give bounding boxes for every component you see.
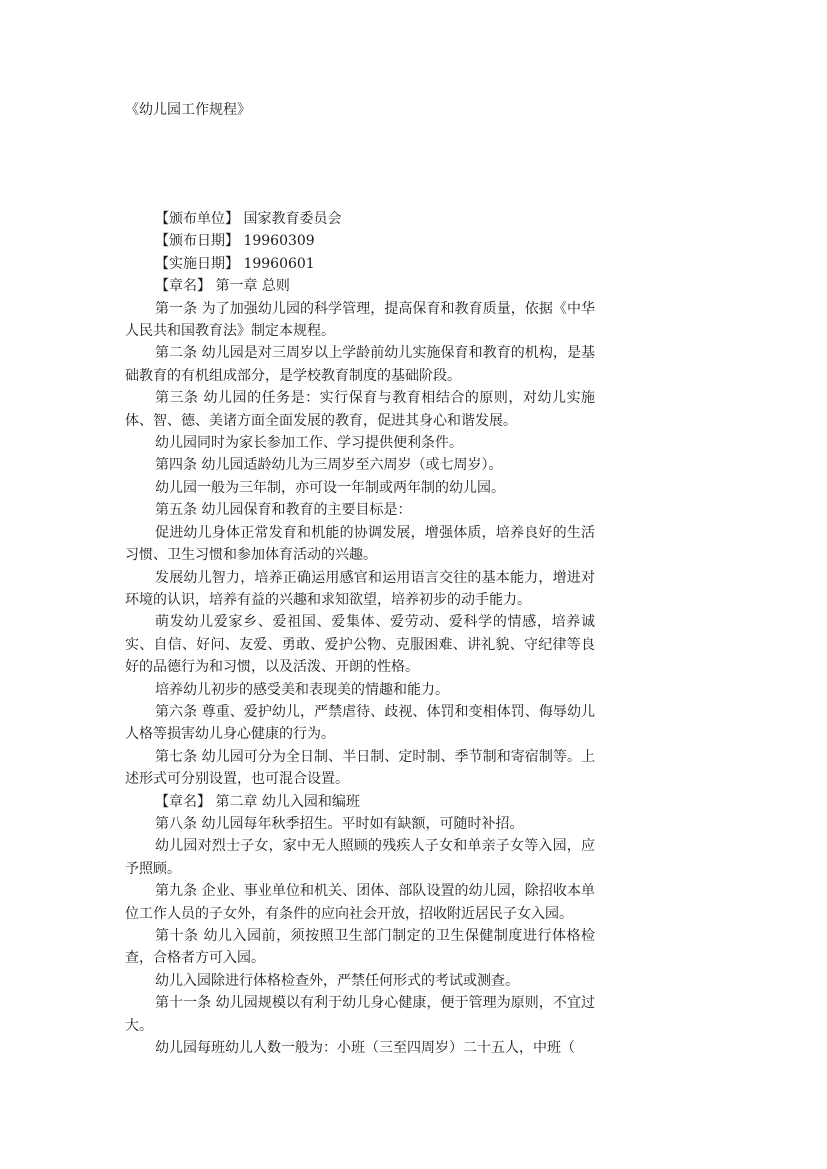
article-paragraph: 发展幼儿智力，培养正确运用感官和运用语言交往的基本能力，增进对环境的认识，培养有益的兴趣和求知欲望，培养初步的动手能力。 [125, 569, 595, 608]
meta-value: 19960601 [243, 255, 315, 272]
article-paragraph: 第八条 幼儿园每年秋季招生。平时如有缺额，可随时补招。 [155, 815, 524, 832]
article-paragraph: 第七条 幼儿园可分为全日制、半日制、定时制、季节制和寄宿制等。上述形式可分别设置，也可混合设置。 [125, 748, 595, 788]
chapter-heading [125, 275, 595, 297]
article-paragraph: 第五条 幼儿园保育和教育的主要目标是： [155, 502, 412, 519]
meta-value: 国家教育委员会 [243, 211, 342, 227]
article-paragraph: 促进幼儿身体正常发育和机能的协调发展，增强体质，培养良好的生活习惯、卫生习惯和参加体育活动的兴趣。 [125, 524, 595, 564]
document-title: 《幼儿园工作规程》 [125, 102, 251, 118]
meta-value: 19960309 [243, 233, 315, 250]
meta-label: 【实施日期】 [155, 255, 239, 272]
article-paragraph: 第三条 幼儿园的任务是：实行保育与教育相结合的原则，对幼儿实施体、智、德、美诸方面全面发展的教育，促进其身心和谐发展。 [125, 390, 595, 429]
article-paragraph: 幼儿园一般为三年制，亦可设一年制或两年制的幼儿园。 [155, 479, 505, 496]
article-paragraph: 幼儿园同时为家长参加工作、学习提供便利条件。 [155, 435, 463, 452]
article-paragraph: 萌发幼儿爱家乡、爱祖国、爱集体、爱劳动、爱科学的情感，培养诚实、自信、好问、友爱、勇敢、爱护公物、克服困难、讲礼貌、守纪律等良好的品德行为和习惯，以及活泼、开朗的性格。 [125, 614, 595, 676]
article-paragraph: 幼儿园每班幼儿人数一般为：小班（三至四周岁）二十五人，中班（ [155, 1040, 575, 1057]
article-paragraph: 第四条 幼儿园适龄幼儿为三周岁至六周岁（或七周岁）。 [155, 457, 503, 474]
article-paragraph: 幼儿入园除进行体格检查外，严禁任何形式的考试或测查。 [155, 972, 519, 989]
meta-effective-date [125, 253, 595, 275]
meta-issuer [125, 208, 595, 230]
article-paragraph: 第十一条 幼儿园规模以有利于幼儿身心健康，便于管理为原则，不宜过大。 [125, 995, 595, 1034]
chapter-title: 第一章 总则 [215, 278, 290, 295]
chapter-title: 第二章 幼儿入园和编班 [215, 793, 360, 810]
meta-issue-date [125, 230, 595, 252]
article-paragraph: 第六条 尊重、爱护幼儿，严禁虐待、歧视、体罚和变相体罚、侮辱幼儿人格等损害幼儿身心健康的行为。 [125, 703, 595, 743]
article-paragraph: 第九条 企业、事业单位和机关、团体、部队设置的幼儿园，除招收本单位工作人员的子女外，有条件的应向社会开放，招收附近居民子女入园。 [125, 883, 595, 922]
article-paragraph: 第十条 幼儿入园前，须按照卫生部门制定的卫生保健制度进行体格检查，合格者方可入园。 [125, 928, 595, 967]
chapter-label: 【章名】 [155, 278, 211, 295]
chapter-label: 【章名】 [155, 793, 211, 810]
chapter-heading [125, 791, 595, 813]
document-body [125, 208, 595, 1059]
meta-label: 【颁布日期】 [155, 233, 239, 250]
article-paragraph: 第二条 幼儿园是对三周岁以上学龄前幼儿实施保育和教育的机构，是基础教育的有机组成部分，是学校教育制度的基础阶段。 [125, 345, 595, 384]
article-paragraph: 第一条 为了加强幼儿园的科学管理，提高保育和教育质量，依据《中华人民共和国教育法》制定本规程。 [125, 300, 595, 340]
article-paragraph: 幼儿园对烈士子女，家中无人照顾的残疾人子女和单亲子女等入园，应予照顾。 [125, 838, 595, 877]
meta-label: 【颁布单位】 [155, 211, 239, 227]
article-paragraph: 培养幼儿初步的感受美和表现美的情趣和能力。 [155, 681, 449, 698]
